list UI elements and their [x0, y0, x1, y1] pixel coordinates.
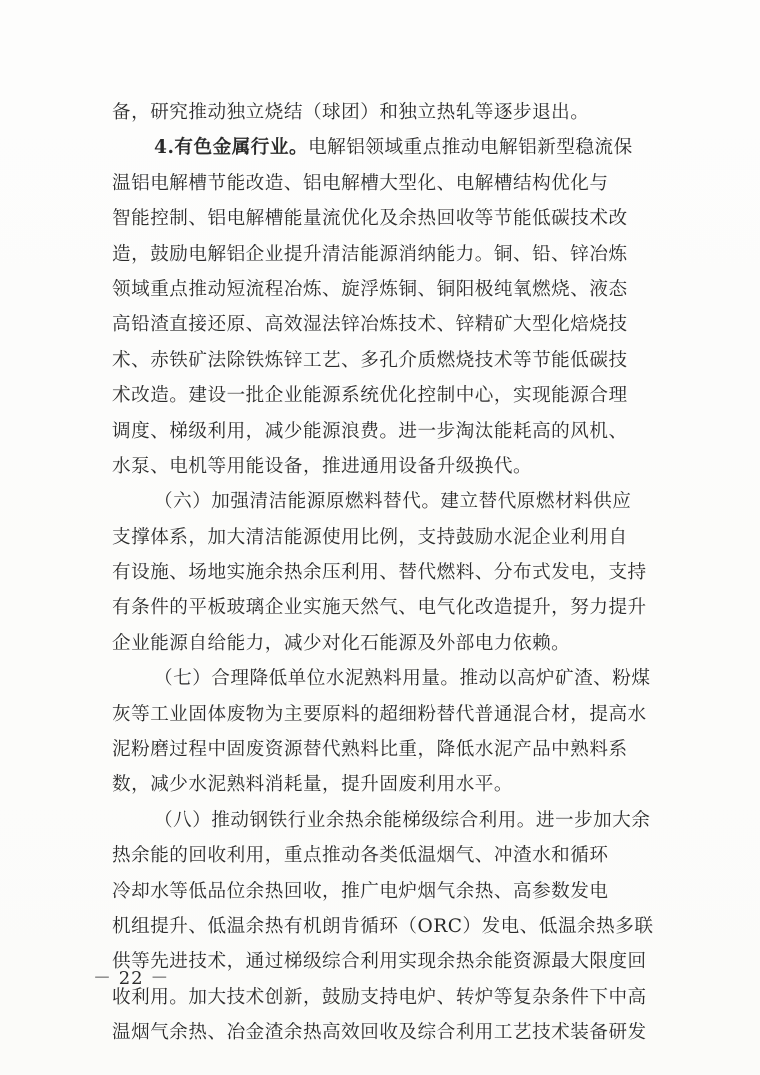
- bold-heading-text: 4.有色金属行业。: [154, 137, 309, 159]
- line-text: 支撑体系，加大清洁能源使用比例，支持鼓励水泥企业利用自: [112, 526, 628, 548]
- text-line: [112, 732, 657, 767]
- text-line: [112, 166, 657, 201]
- text-line: [112, 661, 657, 696]
- text-line: [112, 1015, 657, 1050]
- line-text: 泥粉磨过程中固废资源替代熟料比重，降低水泥产品中熟料系: [112, 739, 628, 761]
- line-text: 温铝电解槽节能改造、铝电解槽大型化、电解槽结构优化与: [112, 172, 609, 194]
- text-line: [112, 201, 657, 236]
- text-line: [112, 590, 657, 625]
- text-line: [112, 980, 657, 1015]
- text-line: [112, 555, 657, 590]
- line-text: 温烟气余热、冶金渣余热高效回收及综合利用工艺技术装备研发: [112, 1022, 647, 1044]
- line-text: 建立替代原燃材料供应: [440, 491, 632, 513]
- body-text: [112, 95, 657, 1051]
- text-line: [112, 520, 657, 555]
- line-text: （八）推动钢铁行业余热余能梯级综合利用。: [154, 809, 536, 831]
- line-text: 水泵、电机等用能设备，推进通用设备升级换代。: [112, 455, 533, 477]
- line-text: 备，研究推动独立烧结（球团）和独立热轧等逐步退出。: [112, 102, 590, 123]
- text-line: [112, 697, 657, 732]
- text-line: [112, 803, 657, 838]
- line-text: 术、赤铁矿法除铁炼锌工艺、多孔介质燃烧技术等节能低碳技: [112, 349, 628, 371]
- text-line: [112, 626, 657, 661]
- text-line: [112, 378, 657, 413]
- text-line: [112, 909, 657, 944]
- line-text: 收利用。加大技术创新，鼓励支持电炉、转炉等复杂条件下中高: [112, 986, 647, 1008]
- text-line: [112, 272, 657, 307]
- line-text: 术改造。建设一批企业能源系统优化控制中心，实现能源合理: [112, 385, 628, 407]
- line-text: 电解铝领域重点推动电解铝新型稳流保: [308, 137, 633, 159]
- line-text: 机组提升、低温余热有机朗肯循环（ORC）发电、低温余热多联: [112, 915, 654, 937]
- text-line: [112, 944, 657, 979]
- text-line: [112, 449, 657, 484]
- line-text: 调度、梯级利用，减少能源浪费。进一步淘汰能耗高的风机、: [112, 420, 628, 442]
- text-line: [112, 95, 657, 130]
- line-text: 推动以高炉矿渣、粉煤: [459, 668, 651, 690]
- text-line: [112, 307, 657, 342]
- line-text: 供等先进技术，通过梯级综合利用实现余热余能资源最大限度回: [112, 951, 647, 973]
- line-text: 热余能的回收利用，重点推动各类低温烟气、冲渣水和循环: [112, 845, 609, 867]
- text-line: [112, 414, 657, 449]
- text-line: [112, 237, 657, 272]
- text-line: [112, 130, 657, 165]
- page-number: － 22 －: [93, 968, 170, 989]
- line-text: 造，鼓励电解铝企业提升清洁能源消纳能力。铜、铅、锌冶炼: [112, 243, 628, 265]
- line-text: 进一步加大余: [535, 809, 651, 831]
- line-text: 企业能源自给能力，减少对化石能源及外部电力依赖。: [112, 632, 571, 654]
- line-text: （七）合理降低单位水泥熟料用量。: [154, 668, 460, 690]
- line-text: 有条件的平板玻璃企业实施天然气、电气化改造提升，努力提升: [112, 597, 647, 619]
- text-line: [112, 343, 657, 378]
- text-line: [112, 874, 657, 909]
- text-line: [112, 838, 657, 873]
- line-text: 灰等工业固体废物为主要原料的超细粉替代普通混合材，提高水: [112, 703, 647, 725]
- line-text: 冷却水等低品位余热回收，推广电炉烟气余热、高参数发电: [112, 880, 609, 902]
- line-text: 高铅渣直接还原、高效湿法锌冶炼技术、锌精矿大型化焙烧技: [112, 314, 628, 336]
- line-text: 有设施、场地实施余热余压利用、替代燃料、分布式发电，支持: [112, 562, 647, 584]
- line-text: 智能控制、铝电解槽能量流优化及余热回收等节能低碳技术改: [112, 208, 628, 230]
- text-line: [112, 767, 657, 802]
- text-line: [112, 484, 657, 519]
- line-text: 数，减少水泥熟料消耗量，提升固废利用水平。: [112, 774, 513, 796]
- line-text: （六）加强清洁能源原燃料替代。: [154, 491, 441, 513]
- line-text: 领域重点推动短流程冶炼、旋浮炼铜、铜阳极纯氧燃烧、液态: [112, 278, 628, 300]
